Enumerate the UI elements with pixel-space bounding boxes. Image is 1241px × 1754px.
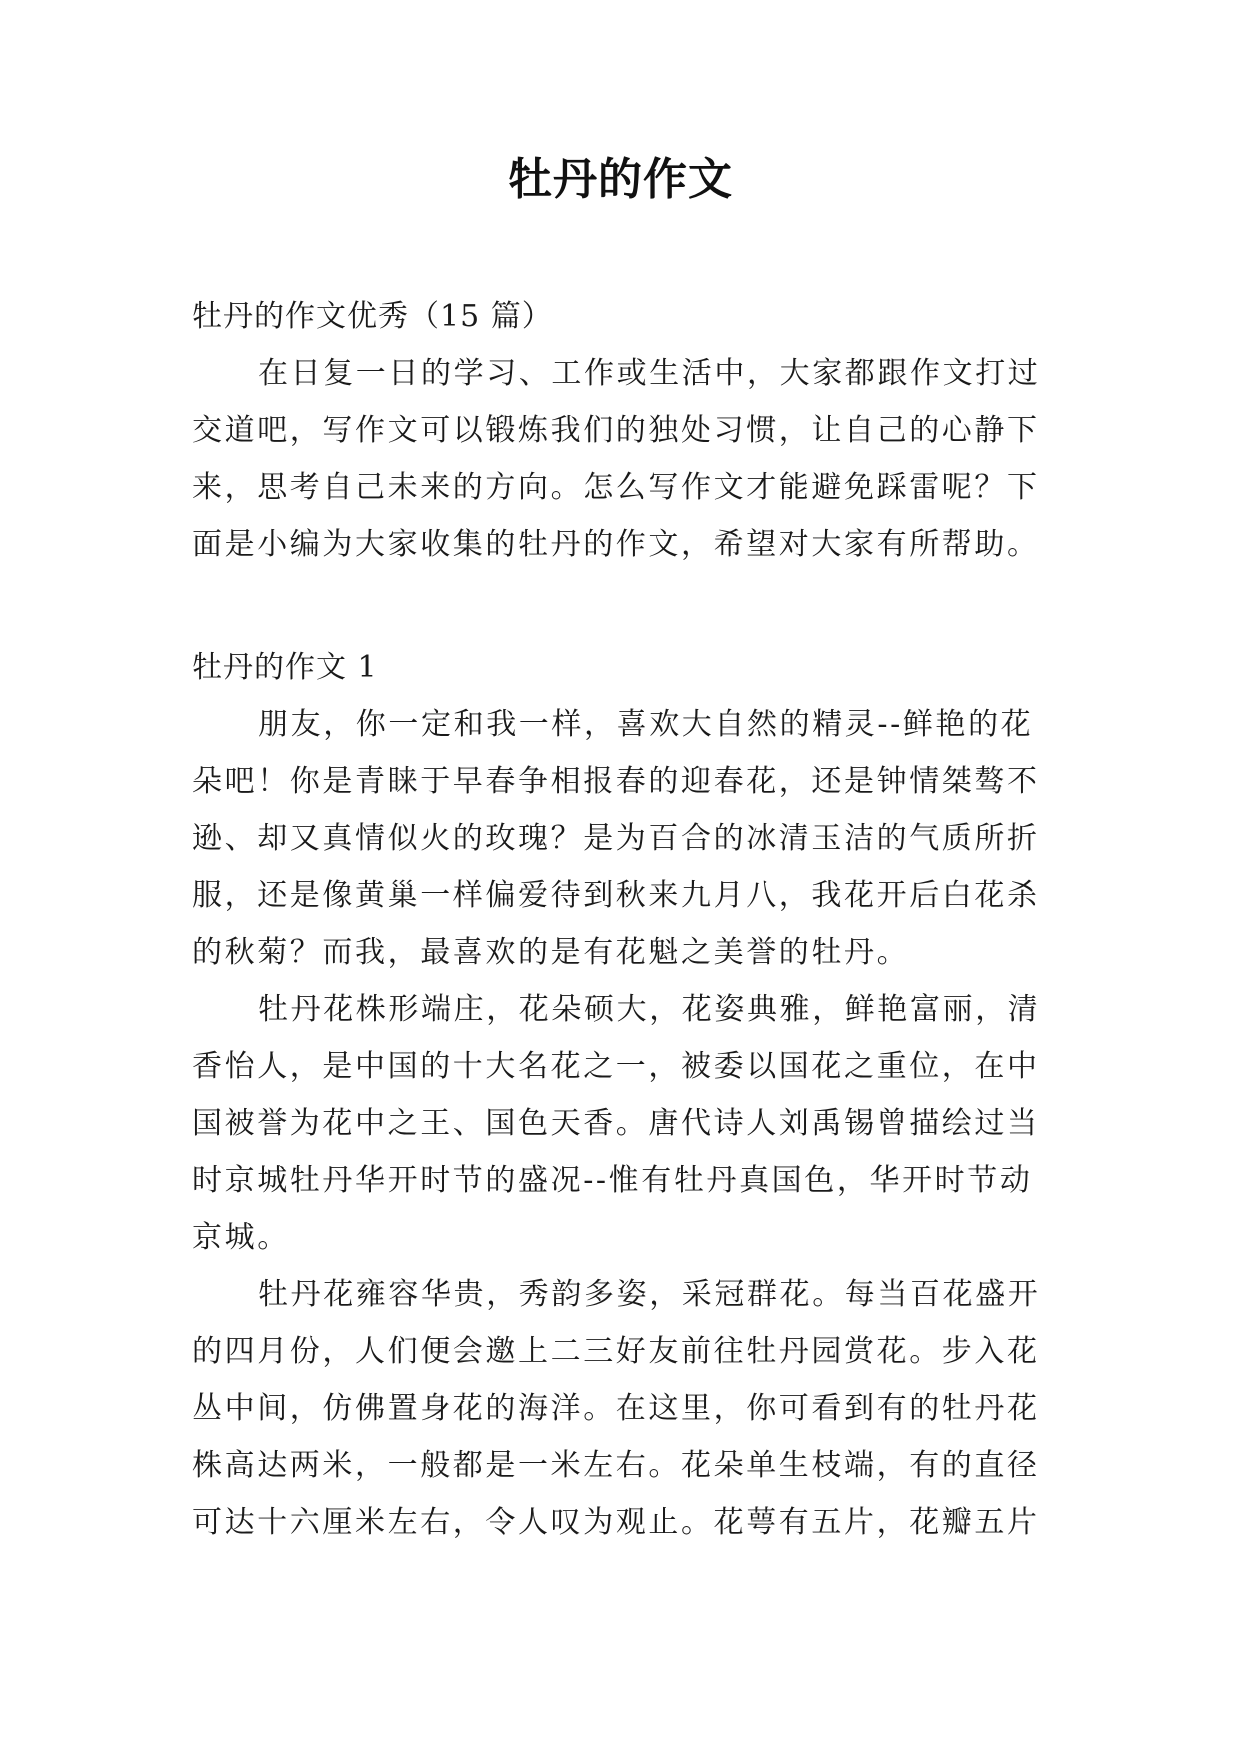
text-line: 京城。	[192, 1220, 290, 1255]
essay-paragraph	[192, 696, 1062, 981]
document-body	[192, 288, 1062, 1551]
text-line: 株高达两米，一般都是一米左右。花朵单生枝端，有的直径	[192, 1448, 1040, 1483]
document-title: 牡丹的作文	[508, 154, 733, 205]
text-line: 逊、却又真情似火的玫瑰？是为百合的冰清玉洁的气质所折	[192, 821, 1040, 856]
text-line: 服，还是像黄巢一样偏爱待到秋来九月八，我花开后白花杀	[192, 878, 1040, 913]
text-line: 国被誉为花中之王、国色天香。唐代诗人刘禹锡曾描绘过当	[192, 1106, 1040, 1141]
essay-heading: 牡丹的作文 1	[192, 650, 378, 685]
text-line: 面是小编为大家收集的牡丹的作文，希望对大家有所帮助。	[192, 527, 1040, 562]
text-line: 牡丹花株形端庄，花朵硕大，花姿典雅，鲜艳富丽，清	[258, 992, 1041, 1027]
text-line: 香怡人，是中国的十大名花之一，被委以国花之重位，在中	[192, 1049, 1040, 1084]
text-line: 朋友，你一定和我一样，喜欢大自然的精灵--鲜艳的花	[258, 707, 1034, 742]
text-line: 来，思考自己未来的方向。怎么写作文才能避免踩雷呢？下	[192, 470, 1040, 505]
text-line: 朵吧！你是青睐于早春争相报春的迎春花，还是钟情桀骜不	[192, 764, 1040, 799]
text-line: 交道吧，写作文可以锻炼我们的独处习惯，让自己的心静下	[192, 413, 1040, 448]
text-line: 的四月份，人们便会邀上二三好友前往牡丹园赏花。步入花	[192, 1334, 1040, 1369]
text-line: 时京城牡丹华开时节的盛况--惟有牡丹真国色，华开时节动	[192, 1163, 1033, 1198]
text-line: 丛中间，仿佛置身花的海洋。在这里，你可看到有的牡丹花	[192, 1391, 1040, 1426]
text-line: 可达十六厘米左右，令人叹为观止。花萼有五片，花瓣五片	[192, 1505, 1040, 1540]
essay-paragraph	[192, 1266, 1062, 1551]
text-line: 在日复一日的学习、工作或生活中，大家都跟作文打过	[258, 356, 1041, 391]
intro-paragraph	[192, 345, 1062, 573]
section-spacer	[192, 573, 1062, 639]
essay-paragraph	[192, 981, 1062, 1266]
subtitle: 牡丹的作文优秀（15 篇）	[192, 299, 553, 334]
text-line: 牡丹花雍容华贵，秀韵多姿，采冠群花。每当百花盛开	[258, 1277, 1041, 1312]
text-line: 的秋菊？而我，最喜欢的是有花魁之美誉的牡丹。	[192, 935, 910, 970]
